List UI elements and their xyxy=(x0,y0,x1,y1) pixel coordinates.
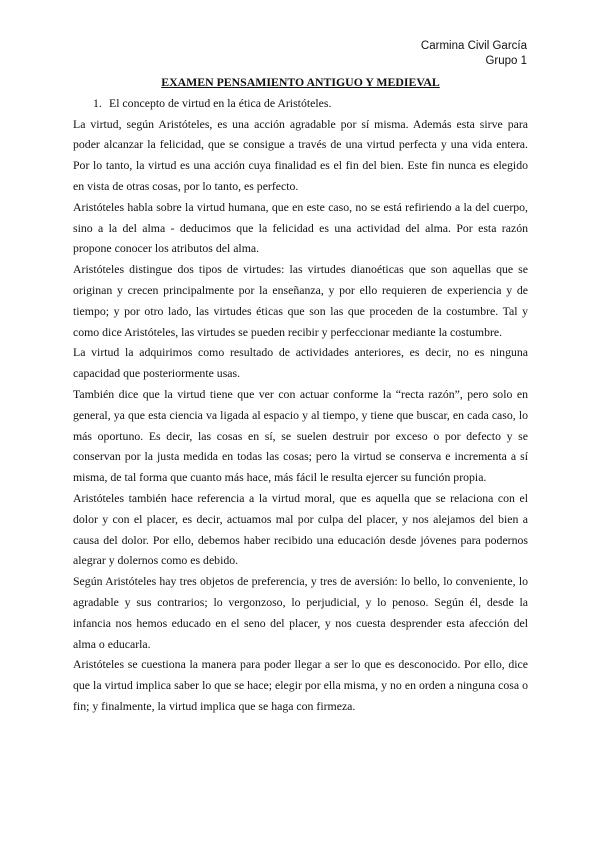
paragraph-8: Aristóteles se cuestiona la manera para poder llegar a ser lo que es desconocido. Por ello, dice que la virtud implica saber lo que se hace; elegir por ella misma, y no en orden a ninguna cosa o fin; y finalmente, la virtud implica que se haga con firmeza. xyxy=(73,657,528,713)
document-title: EXAMEN PENSAMIENTO ANTIGUO Y MEDIEVAL xyxy=(161,75,440,89)
question-item xyxy=(73,93,528,114)
paragraph-4: La virtud la adquirimos como resultado de actividades anteriores, es decir, no es ninguna capacidad que posteriormente usas. xyxy=(73,345,528,381)
paragraph-3: Aristóteles distingue dos tipos de virtudes: las virtudes dianoéticas que son aquellas que se originan y crecen principalmente por la enseñanza, y por ello requieren de experiencia y de tiempo; y por otro lado, las virtudes éticas que son las que proceden de la costumbre. Tal y como dice Aristóteles, las virtudes se pueden recibir y perfeccionar mediante la costumbre. xyxy=(73,262,528,339)
paragraph-7: Según Aristóteles hay tres objetos de preferencia, y tres de aversión: lo bello, lo conveniente, lo agradable y sus contrarios; lo vergonzoso, lo perjudicial, y lo penoso. Según él, desde la infancia nos hemos educado en el seno del placer, y nos cuesta desprender esta afección del alma o educarla. xyxy=(73,574,528,651)
document-body xyxy=(73,72,528,717)
paragraph-5: También dice que la virtud tiene que ver con actuar conforme la “recta razón”, pero solo en general, ya que esta ciencia va ligada al espacio y al tiempo, y tiene que buscar, en cada caso, lo más oportuno. Es decir, las cosas en sí, se suelen destruir por exceso o por defecto y se conservan por la justa medida en todas las cosas; pero la virtud se conserva e incrementa a sí misma, de tal forma que cuanto más hace, más fácil le resulta ejercer su función propia. xyxy=(73,386,528,485)
group-label: Grupo 1 xyxy=(485,55,527,67)
paragraph-2: Aristóteles habla sobre la virtud humana, que en este caso, no se está refiriendo a la del cuerpo, sino a la del alma - deducimos que la felicidad es una actividad del alma. Por esta razón propone conocer los atributos del alma. xyxy=(73,199,528,256)
author-name: Carmina Civil García xyxy=(420,40,527,52)
paragraph-1: La virtud, según Aristóteles, es una acción agradable por sí misma. Además esta sirve para poder alcanzar la felicidad, que se consigue a través de una virtud perfecta y una vida entera. Por lo tanto, la virtud es una acción cuya finalidad es el fin del bien. Este fin nunca es elegido en vista de otras cosas, por lo tanto, es perfecto. xyxy=(73,116,528,193)
question-number: 1. xyxy=(93,95,102,110)
paragraph-6: Aristóteles también hace referencia a la virtud moral, que es aquella que se relaciona con el dolor y con el placer, es decir, actuamos mal por culpa del placer, y nos alejamos del bien a causa del dolor. Por ello, debemos haber recibido una educación desde jóvenes para podernos alegrar y dolernos como es debido. xyxy=(73,490,528,568)
question-text: El concepto de virtud en la ética de Aristóteles. xyxy=(109,95,332,110)
